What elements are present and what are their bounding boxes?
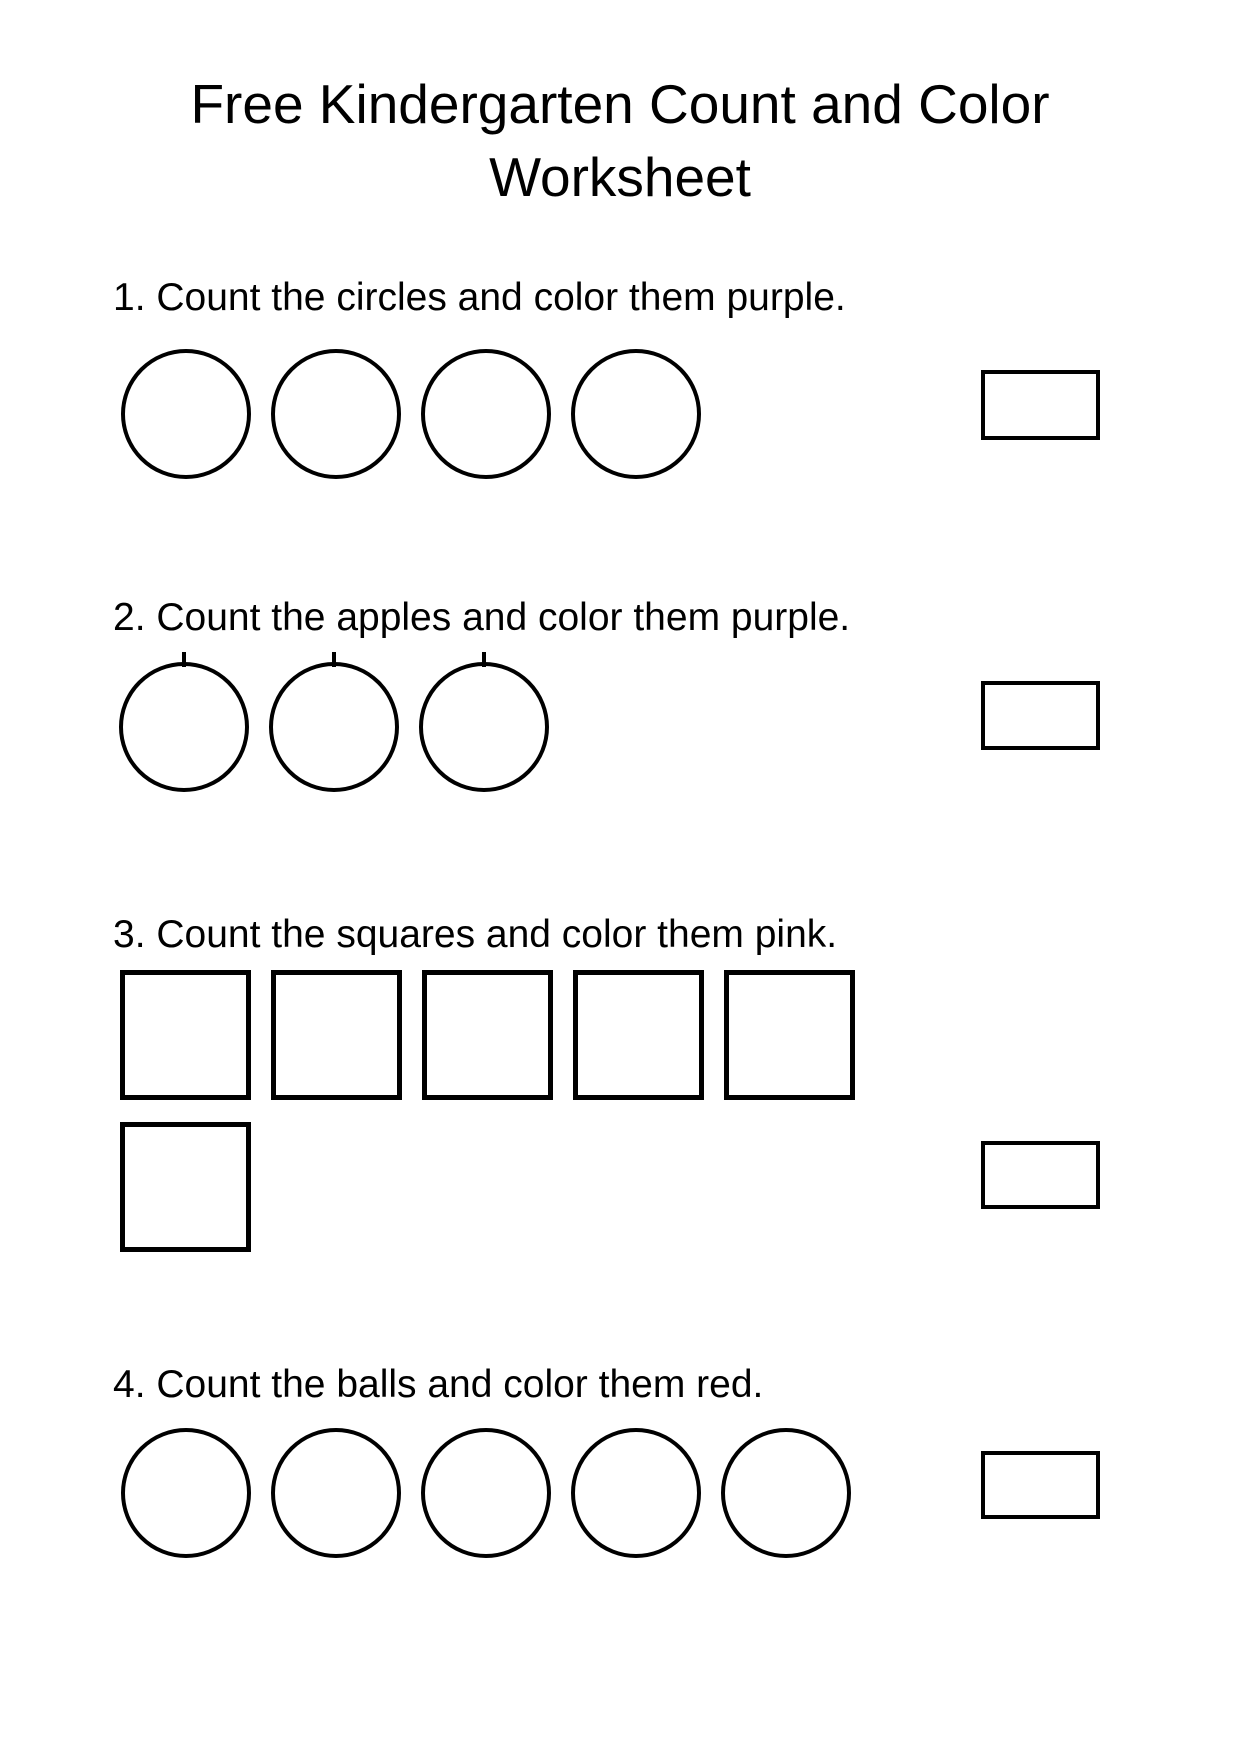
question-2-label: 2. Count the apples and color them purple.: [113, 596, 851, 639]
apple-shape[interactable]: [119, 662, 249, 792]
question-4-answer-box[interactable]: [981, 1451, 1100, 1519]
circle-shape[interactable]: [571, 349, 701, 479]
square-shape[interactable]: [724, 970, 855, 1100]
apple-stem-icon: [482, 652, 486, 667]
square-shape[interactable]: [120, 1122, 251, 1252]
circle-row: [121, 349, 701, 479]
ball-shape[interactable]: [571, 1428, 701, 1558]
square-shape[interactable]: [120, 970, 251, 1100]
square-row: [120, 970, 855, 1100]
worksheet-title: [0, 68, 1240, 214]
question-3-label: 3. Count the squares and color them pink.: [113, 913, 838, 956]
apple-row: [119, 662, 549, 792]
title-line-1: Free Kindergarten Count and Color: [190, 73, 1050, 135]
square-shape[interactable]: [573, 970, 704, 1100]
question-4-shapes: [121, 1428, 851, 1558]
ball-row: [121, 1428, 851, 1558]
square-shape[interactable]: [271, 970, 402, 1100]
apple-stem-icon: [182, 652, 186, 667]
question-4-label: 4. Count the balls and color them red.: [113, 1363, 764, 1406]
ball-shape[interactable]: [421, 1428, 551, 1558]
circle-shape[interactable]: [121, 349, 251, 479]
question-1-answer-box[interactable]: [981, 370, 1100, 440]
title-line-2: Worksheet: [489, 146, 751, 209]
circle-shape[interactable]: [421, 349, 551, 479]
circle-shape[interactable]: [271, 349, 401, 479]
ball-shape[interactable]: [271, 1428, 401, 1558]
square-row: [120, 1122, 855, 1252]
square-shape[interactable]: [422, 970, 553, 1100]
question-2-shapes: [119, 662, 549, 792]
apple-shape[interactable]: [419, 662, 549, 792]
question-3-shapes: [120, 970, 855, 1252]
ball-shape[interactable]: [721, 1428, 851, 1558]
apple-shape[interactable]: [269, 662, 399, 792]
ball-shape[interactable]: [121, 1428, 251, 1558]
apple-stem-icon: [332, 652, 336, 667]
question-1-shapes: [121, 349, 701, 479]
question-2-answer-box[interactable]: [981, 681, 1100, 750]
question-1-label: 1. Count the circles and color them purple.: [113, 276, 846, 319]
question-3-answer-box[interactable]: [981, 1141, 1100, 1209]
